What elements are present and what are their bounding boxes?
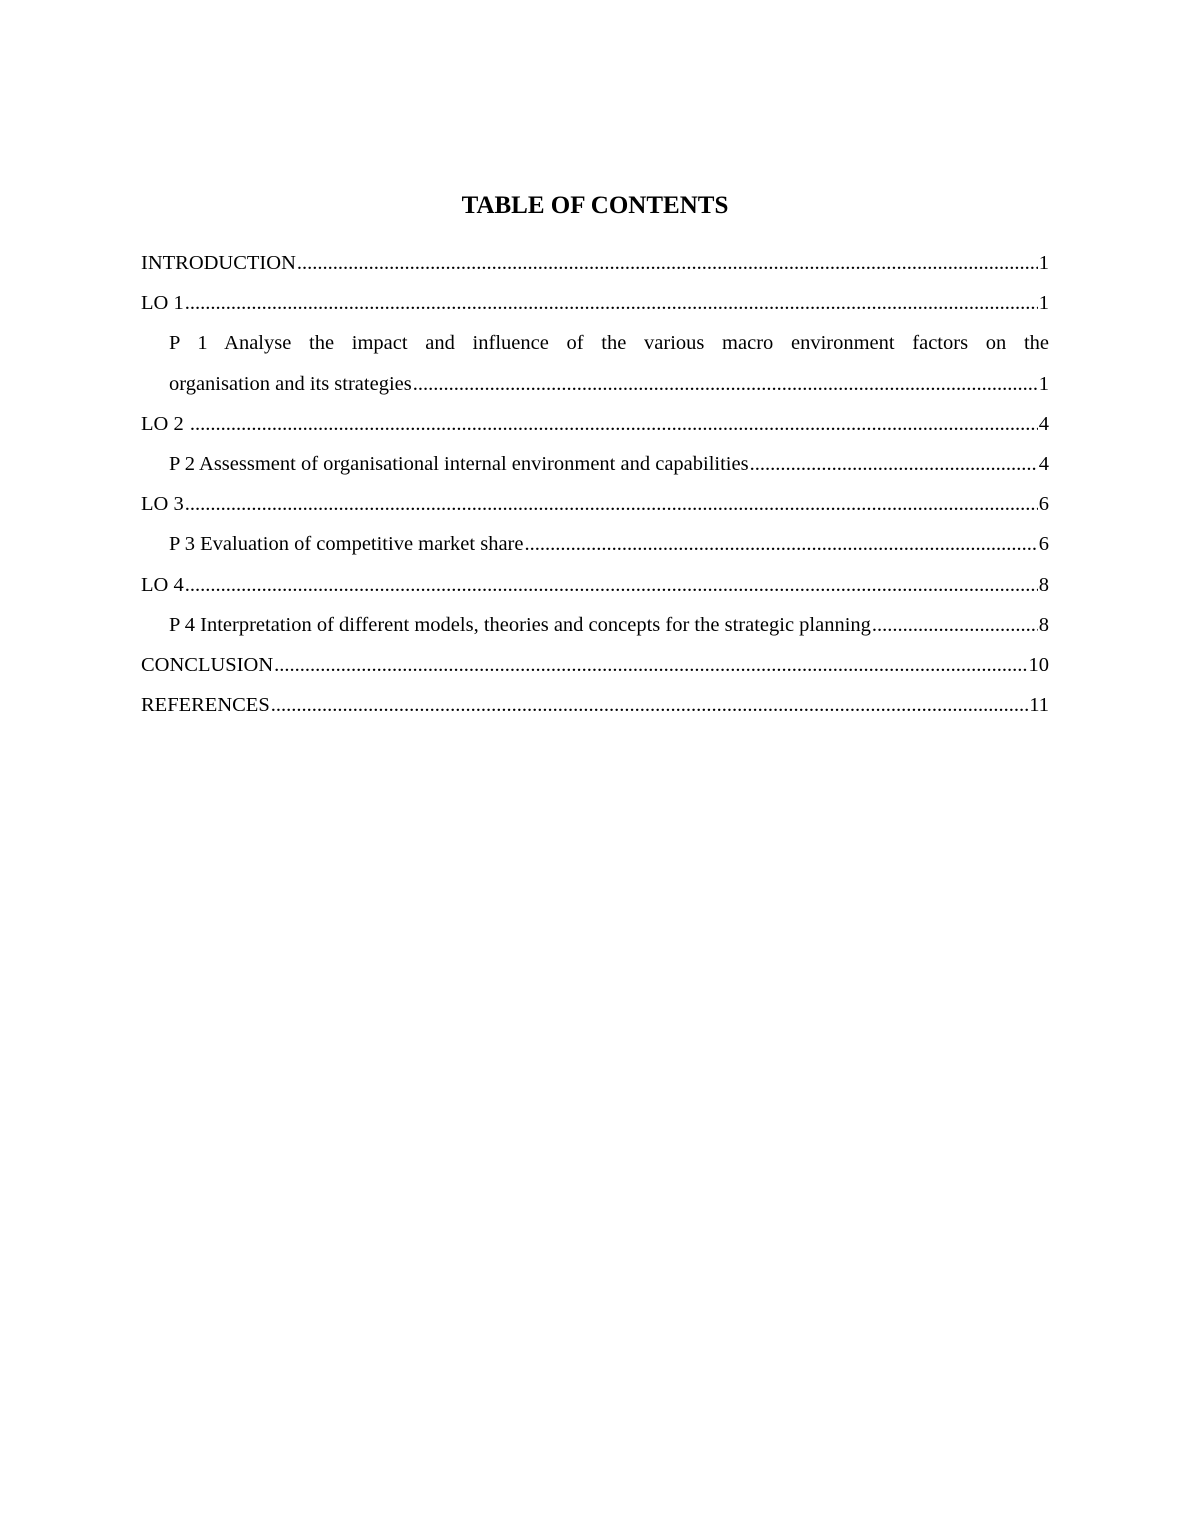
toc-entry-lo4[interactable] (141, 565, 1049, 605)
toc-entry-page: 6 (1038, 533, 1049, 556)
toc-entry-page: 10 (1028, 653, 1049, 676)
dot-leader (413, 364, 1038, 404)
toc-entry-lo1[interactable] (141, 283, 1049, 323)
toc-entry-p2[interactable] (141, 444, 1049, 484)
toc-entry-label-line1: P 1 Analyse the impact and influence of the various macro environment factors on the (169, 332, 1049, 355)
toc-entry-label: P 2 Assessment of organisational internal environment and capabilities (169, 452, 749, 475)
dot-leader (185, 565, 1038, 605)
toc-entry-page: 1 (1038, 292, 1049, 315)
toc-entry-references[interactable] (141, 685, 1049, 725)
dot-leader (274, 645, 1027, 685)
toc-entry-page: 8 (1038, 613, 1049, 636)
dot-leader (271, 685, 1029, 725)
dot-leader (872, 605, 1038, 645)
toc-entry-label: INTRODUCTION (141, 252, 296, 274)
toc-entry-p4[interactable] (141, 605, 1049, 645)
toc-entry-label: P 3 Evaluation of competitive market share (169, 533, 524, 556)
toc-entry-introduction[interactable] (141, 243, 1049, 283)
dot-leader (185, 283, 1038, 323)
toc-entry-line2 (169, 364, 1049, 404)
toc-entry-p1[interactable] (141, 323, 1049, 403)
toc-entry-conclusion[interactable] (141, 645, 1049, 685)
table-of-contents (141, 243, 1049, 725)
dot-leader (524, 524, 1037, 564)
toc-entry-p3[interactable] (141, 524, 1049, 564)
toc-entry-label: LO 2 (141, 412, 189, 435)
toc-entry-label: P 4 Interpretation of different models, theories and concepts for the strategic planning (169, 613, 871, 636)
toc-entry-label: CONCLUSION (141, 653, 274, 676)
toc-entry-page: 11 (1029, 694, 1049, 717)
toc-entry-label-line2: organisation and its strategies (169, 372, 412, 395)
dot-leader (297, 243, 1038, 283)
toc-entry-page: 6 (1038, 493, 1049, 516)
dot-leader (185, 484, 1038, 524)
toc-title: TABLE OF CONTENTS (461, 192, 729, 219)
toc-entry-lo3[interactable] (141, 484, 1049, 524)
toc-entry-lo2[interactable] (141, 404, 1049, 444)
dot-leader (750, 444, 1038, 484)
toc-entry-page: 1 (1038, 372, 1049, 395)
toc-entry-label: LO 1 (141, 292, 184, 315)
toc-entry-label: LO 4 (141, 573, 184, 596)
toc-entry-label: LO 3 (141, 493, 184, 516)
toc-entry-page: 8 (1038, 573, 1049, 596)
toc-entry-page: 1 (1038, 252, 1049, 274)
toc-entry-label: REFERENCES (141, 694, 270, 717)
toc-entry-page: 4 (1038, 452, 1049, 475)
toc-entry-page: 4 (1038, 412, 1049, 435)
dot-leader (190, 404, 1038, 444)
